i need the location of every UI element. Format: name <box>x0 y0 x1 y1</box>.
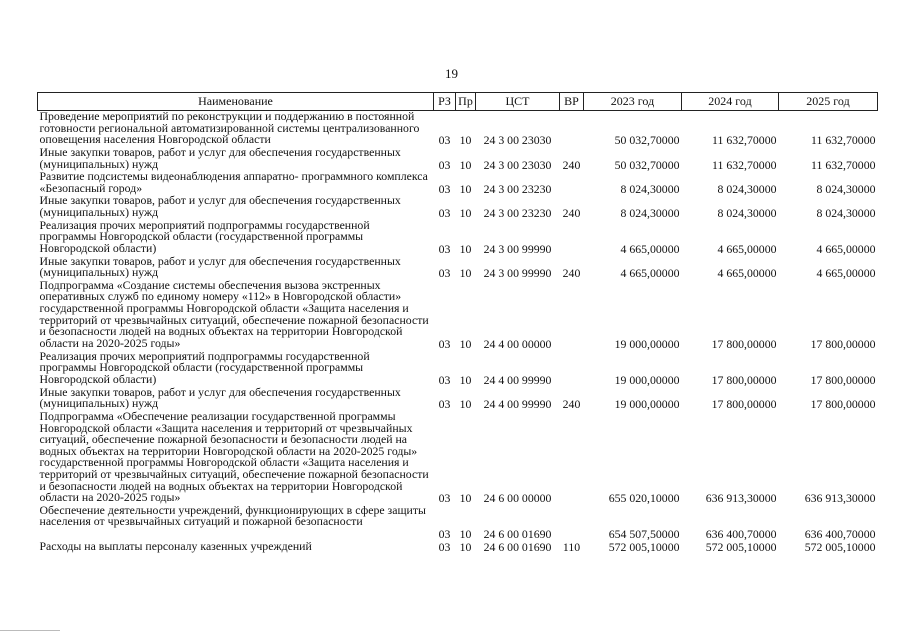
row-rz: 03 <box>438 539 451 554</box>
row-2024: 17 800,00000 <box>711 337 777 352</box>
row-2025: 11 632,70000 <box>811 157 876 172</box>
row-pr: 10 <box>459 241 472 256</box>
row-2024: 11 632,70000 <box>712 157 777 172</box>
row-cst: 24 4 00 99990 <box>483 397 552 412</box>
row-cst: 24 3 00 23030 <box>483 157 552 172</box>
row-2023: 19 000,00000 <box>614 337 680 352</box>
row-vr: 240 <box>562 397 581 412</box>
row-2024: 17 800,00000 <box>711 373 777 388</box>
row-vr <box>560 351 584 387</box>
row-cst: 24 4 00 00000 <box>483 337 552 352</box>
table-row <box>38 351 878 387</box>
row-cst: 24 3 00 23230 <box>483 205 552 220</box>
row-rz: 03 <box>438 527 451 542</box>
row-vr: 110 <box>562 539 581 554</box>
page-edge-divider <box>0 630 60 631</box>
row-2025: 4 665,00000 <box>816 241 876 256</box>
row-name: Обеспечение деятельности учреждений, функционирующих в сфере защиты населения от чрезвычайных ситуаций и пожарной безопасности <box>39 502 426 529</box>
row-rz: 03 <box>438 397 451 412</box>
row-2025: 8 024,30000 <box>816 205 876 220</box>
row-rz: 03 <box>438 181 451 196</box>
row-2024: 636 400,70000 <box>705 527 777 542</box>
budget-table <box>37 92 878 553</box>
header-cst: ЦСТ <box>476 93 560 111</box>
row-cst: 24 6 00 00000 <box>483 491 552 506</box>
table-row <box>38 387 878 411</box>
row-pr: 10 <box>459 491 472 506</box>
table-row <box>38 280 878 351</box>
row-pr: 10 <box>459 205 472 220</box>
row-rz: 03 <box>438 337 451 352</box>
row-cst: 24 3 00 99990 <box>483 241 552 256</box>
row-2025: 17 800,00000 <box>810 337 876 352</box>
row-2024: 8 024,30000 <box>717 205 777 220</box>
row-2023: 8 024,30000 <box>620 205 680 220</box>
table-row <box>38 147 878 171</box>
row-pr: 10 <box>459 539 472 554</box>
row-pr: 10 <box>459 133 472 148</box>
row-name: Иные закупки товаров, работ и услуг для обеспечения государственных (муниципальных) нужд <box>39 145 401 171</box>
row-name: Подпрограмма «Обеспечение реализации государственной программы Новгородской области «Защита населения и территорий от чрезвычайных ситуаций, обеспечение пожарной безопасности и безопасности людей на водных объектах на территории Новгородской области на 2020-2025 годы» государственной программы Новгородской области «Защита населения и территорий от чрезвычайных ситуаций, обеспечение пожарной безопасности и безопасности людей на водных объектах на территории Новгородской области на 2020-2025 годы» <box>39 408 429 505</box>
row-2024: 636 913,30000 <box>705 491 777 506</box>
row-2024: 8 024,30000 <box>717 181 777 196</box>
row-cst: 24 6 00 01690 <box>483 539 552 554</box>
table-row <box>38 220 878 256</box>
row-2023: 50 032,70000 <box>614 157 680 172</box>
row-vr <box>560 111 584 148</box>
row-2025: 636 400,70000 <box>804 527 876 542</box>
row-rz: 03 <box>438 491 451 506</box>
row-2025: 636 913,30000 <box>804 491 876 506</box>
row-name: Иные закупки товаров, работ и услуг для обеспечения государственных (муниципальных) нужд <box>39 193 401 219</box>
row-name: Расходы на выплаты персоналу казенных учреждений <box>39 538 312 553</box>
header-pr: Пр <box>456 93 476 111</box>
row-pr: 10 <box>459 337 472 352</box>
header-2025: 2025 год <box>779 93 878 111</box>
row-rz: 03 <box>438 157 451 172</box>
row-name: Проведение мероприятий по реконструкции и поддержанию в постоянной готовности региональной автоматизированной системы централизованного оповещения населения Новгородской области <box>39 109 420 147</box>
row-rz: 03 <box>438 373 451 388</box>
table-header-row <box>38 93 878 111</box>
row-vr: 240 <box>562 266 581 281</box>
row-2023: 50 032,70000 <box>614 133 680 148</box>
row-name: Иные закупки товаров, работ и услуг для обеспечения государственных (муниципальных) нужд <box>39 384 401 411</box>
row-name: Подпрограмма «Создание системы обеспечения вызова экстренных оперативных служб по единому номеру «112» в Новгородской области» государственной программы Новгородской области «Защита населения и территорий от чрезвычайных ситуаций, обеспечение пожарной безопасности и безопасности людей на водных объектах на территории Новгородской области на 2020-2025 годы» <box>39 277 429 350</box>
row-vr: 240 <box>562 157 581 172</box>
row-2024: 4 665,00000 <box>717 266 777 281</box>
row-pr: 10 <box>459 397 472 412</box>
row-cst: 24 3 00 99990 <box>483 266 552 281</box>
row-vr <box>560 411 584 505</box>
row-2023: 654 507,50000 <box>608 527 680 542</box>
row-2023: 655 020,10000 <box>608 491 680 506</box>
row-pr: 10 <box>459 373 472 388</box>
row-pr: 10 <box>459 157 472 172</box>
row-name: Реализация прочих мероприятий подпрограммы государственной программы Новгородской области (государственной программы Новгородской области) <box>39 348 370 386</box>
row-2023: 19 000,00000 <box>614 373 680 388</box>
row-2024: 572 005,10000 <box>705 539 777 554</box>
row-rz: 03 <box>438 266 451 281</box>
row-2023: 4 665,00000 <box>620 266 680 281</box>
header-2023: 2023 год <box>584 93 682 111</box>
row-cst: 24 3 00 23030 <box>483 133 552 148</box>
table-row <box>38 195 878 219</box>
row-name: Развитие подсистемы видеонаблюдения аппаратно- программного комплекса «Безопасный город» <box>39 169 428 195</box>
row-2023: 8 024,30000 <box>620 181 680 196</box>
row-vr <box>560 220 584 256</box>
row-name: Иные закупки товаров, работ и услуг для обеспечения государственных (муниципальных) нужд <box>39 253 401 280</box>
row-pr: 10 <box>459 266 472 281</box>
page-number: 19 <box>445 66 458 81</box>
row-name: Реализация прочих мероприятий подпрограммы государственной программы Новгородской области (государственной программы Новгородской области) <box>39 217 370 255</box>
table-row <box>38 111 878 148</box>
table-row <box>38 411 878 505</box>
row-2023: 4 665,00000 <box>620 241 680 256</box>
row-cst: 24 3 00 23230 <box>483 181 552 196</box>
row-2024: 11 632,70000 <box>712 133 777 148</box>
table-row <box>38 171 878 195</box>
header-rz: РЗ <box>434 93 456 111</box>
row-2023: 19 000,00000 <box>614 397 680 412</box>
row-pr: 10 <box>459 527 472 542</box>
row-vr: 240 <box>562 205 581 220</box>
row-2025: 17 800,00000 <box>810 373 876 388</box>
row-pr: 10 <box>459 181 472 196</box>
table-row <box>38 256 878 280</box>
row-rz: 03 <box>438 241 451 256</box>
row-vr <box>560 280 584 351</box>
row-2024: 17 800,00000 <box>711 397 777 412</box>
row-2025: 4 665,00000 <box>816 266 876 281</box>
row-2025: 572 005,10000 <box>804 539 876 554</box>
table-row <box>38 541 878 554</box>
row-cst: 24 4 00 99990 <box>483 373 552 388</box>
row-2025: 17 800,00000 <box>810 397 876 412</box>
header-name: Наименование <box>38 93 434 111</box>
row-rz: 03 <box>438 205 451 220</box>
row-2023: 572 005,10000 <box>608 539 680 554</box>
row-2025: 11 632,70000 <box>811 133 876 148</box>
table-row <box>38 505 878 541</box>
header-vr: ВР <box>560 93 584 111</box>
row-2025: 8 024,30000 <box>816 181 876 196</box>
header-2024: 2024 год <box>682 93 779 111</box>
row-rz: 03 <box>438 133 451 148</box>
row-cst: 24 6 00 01690 <box>483 527 552 542</box>
row-vr <box>560 171 584 195</box>
row-vr <box>560 505 584 541</box>
row-2024: 4 665,00000 <box>717 241 777 256</box>
